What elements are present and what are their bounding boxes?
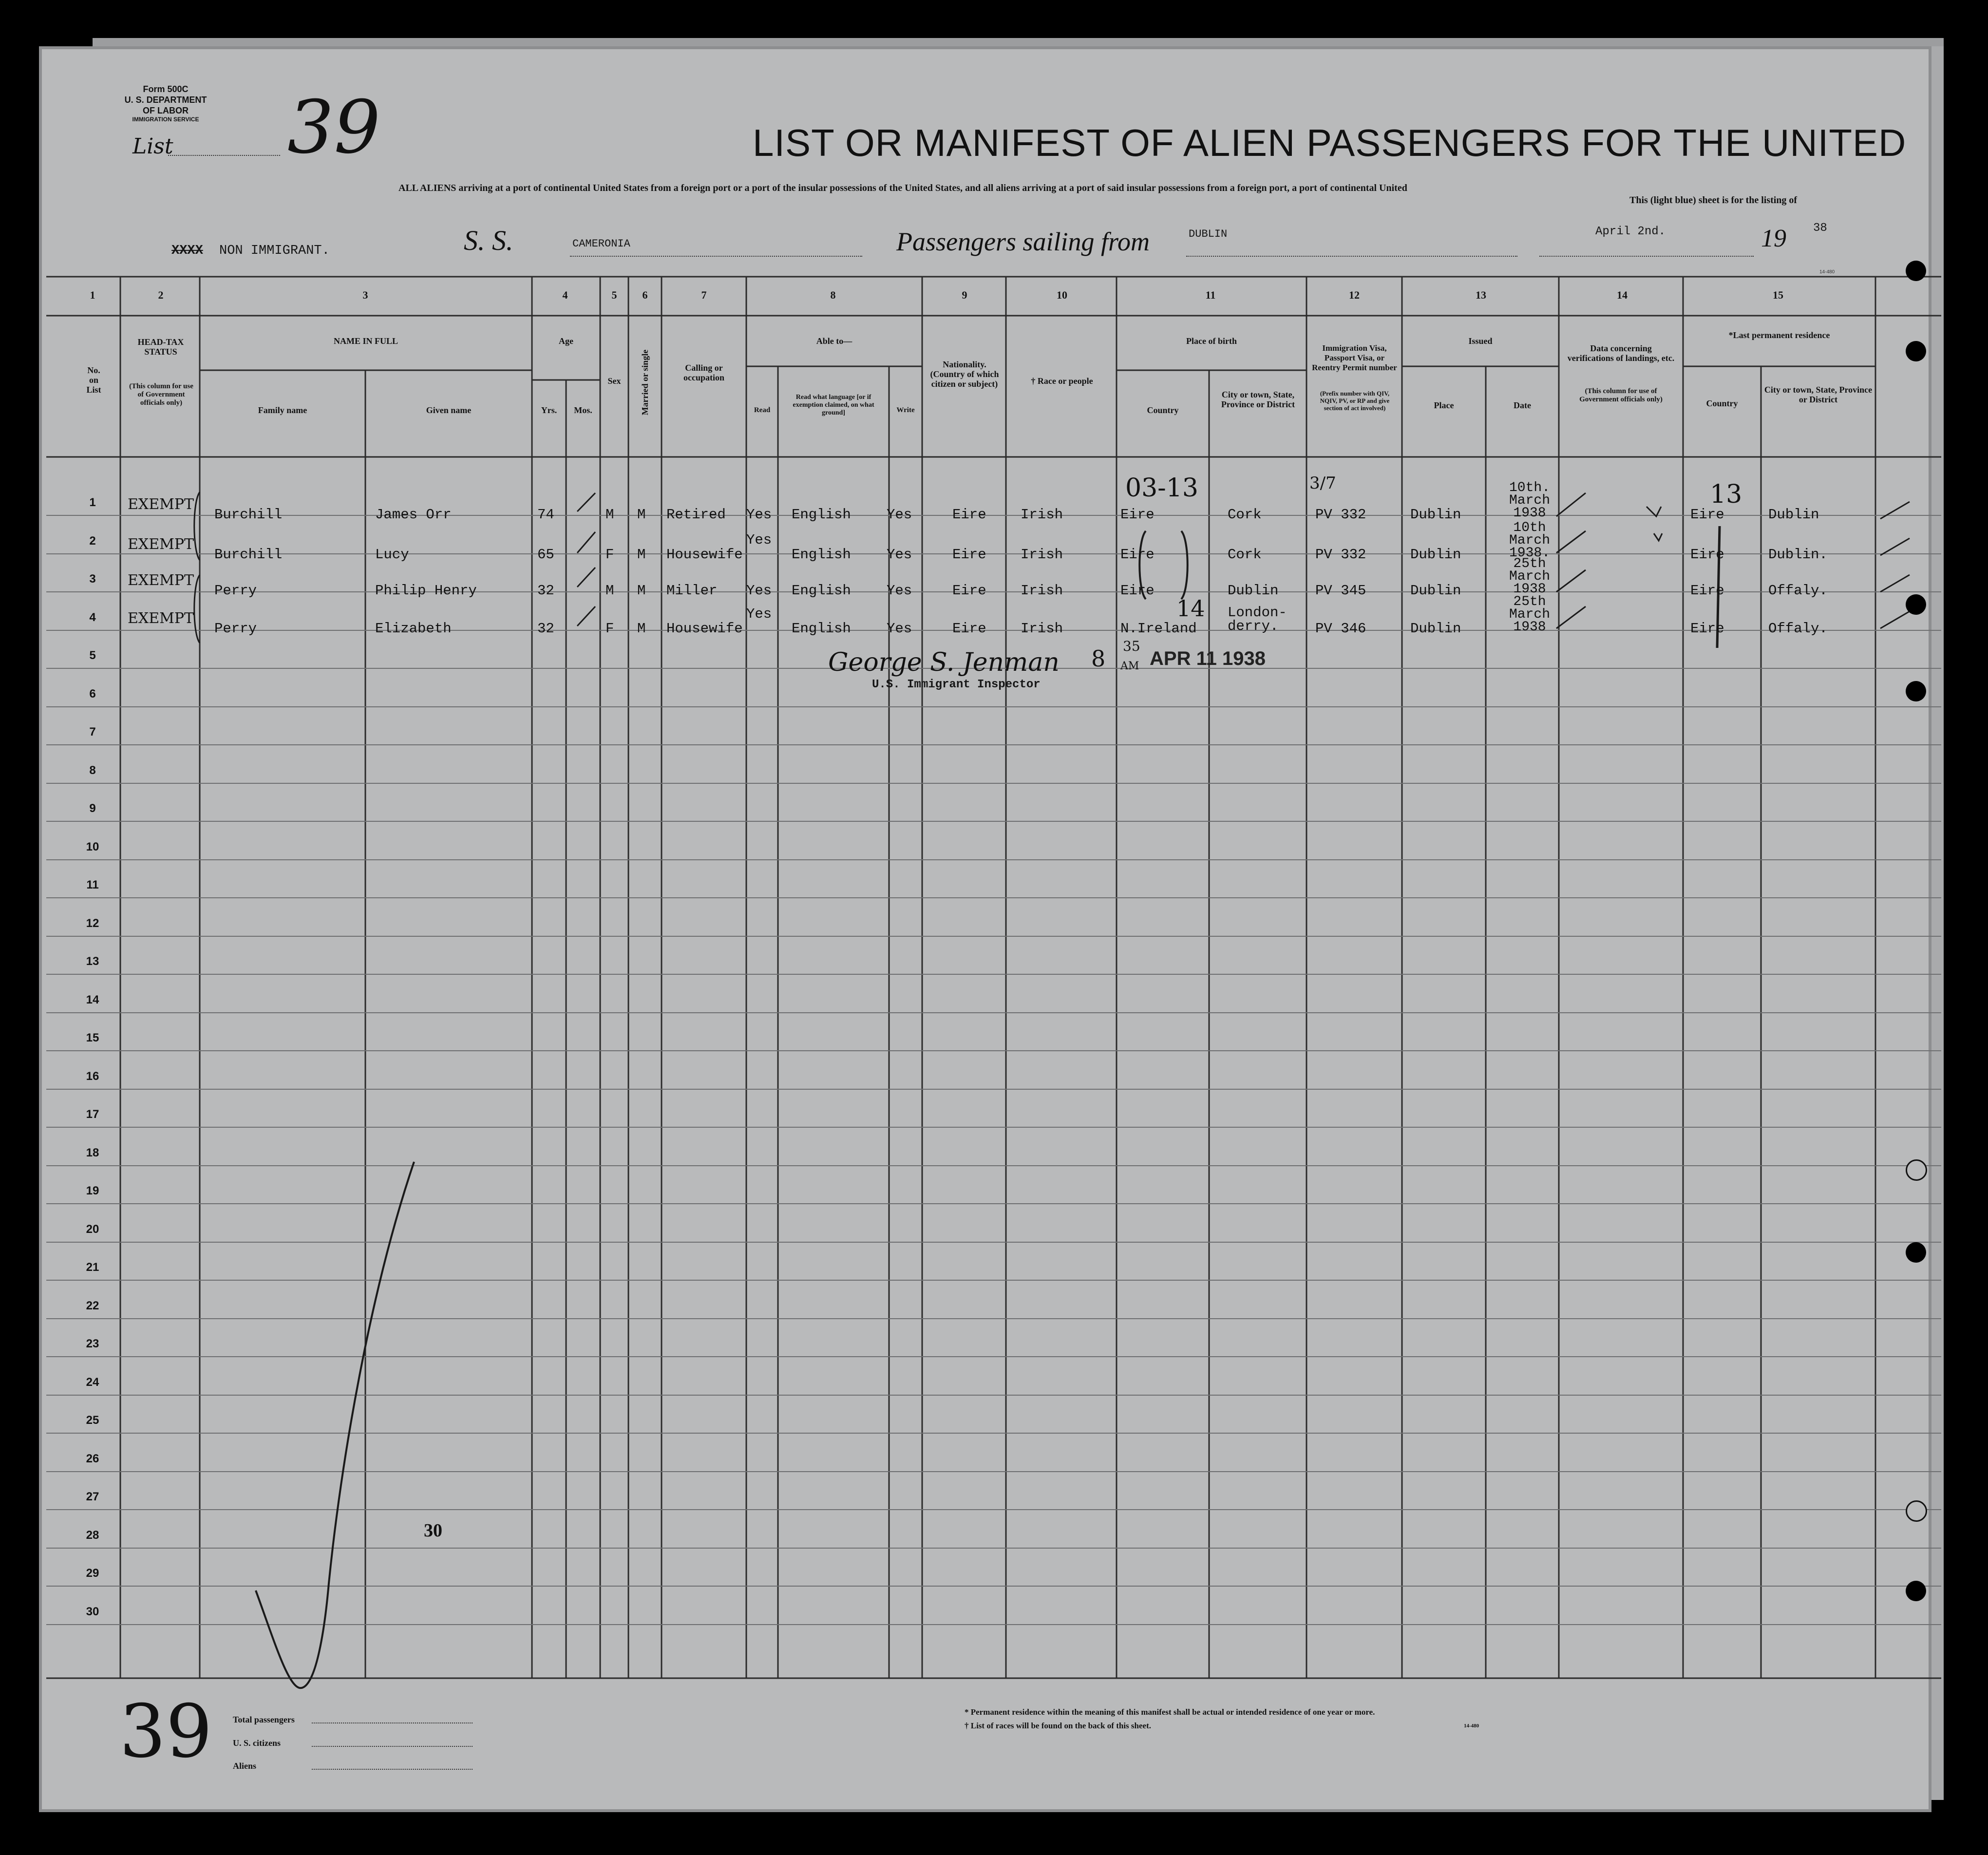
row-number: 4	[89, 610, 96, 624]
occupation: Housewife	[666, 547, 743, 563]
list-label: List	[133, 134, 173, 159]
birth-country: Eire	[1120, 547, 1155, 563]
inspector-title: U.S. Immigrant Inspector	[872, 678, 1041, 691]
read-language: English	[792, 583, 851, 599]
issued-date-month: March	[1509, 569, 1551, 584]
can-write: Yes	[887, 507, 912, 523]
row-number: 9	[89, 802, 96, 815]
hdr-res-country: Country	[1706, 398, 1738, 408]
list-number-handwritten: 39	[119, 1689, 212, 1774]
residence-code-annotation: 13	[1710, 480, 1742, 509]
col-num-3: 3	[362, 289, 368, 301]
hdr-res-city: City or town, State, Province or District	[1764, 385, 1873, 404]
class-struck: XXXX	[171, 244, 203, 258]
row-number: 25	[86, 1414, 99, 1427]
header-form-code: 14-480	[1819, 269, 1835, 275]
residence-city: Dublin	[1768, 507, 1819, 523]
footer-total-passengers: Total passengers	[233, 1715, 295, 1724]
hdr-no-on-list: No. on List	[86, 365, 101, 395]
nationality: Eire	[952, 621, 986, 637]
given-name: Elizabeth	[375, 621, 452, 637]
stamp-minute: 35	[1123, 638, 1140, 654]
residence-city: Dublin.	[1768, 547, 1828, 563]
birth-country: Eire	[1120, 583, 1155, 599]
hdr-given-name: Given name	[426, 405, 472, 415]
year-suffix: 38	[1813, 222, 1827, 235]
nationality: Eire	[952, 547, 986, 563]
occupation: Retired	[666, 507, 726, 523]
head-tax-stamp: EXEMPT	[128, 610, 194, 627]
issued-place: Dublin	[1410, 507, 1461, 523]
stamp-ampm: AM	[1120, 660, 1139, 672]
age-years: 32	[537, 583, 554, 599]
col-num-11: 11	[1205, 289, 1216, 301]
binder-hole	[1906, 341, 1926, 361]
row-number: 13	[86, 955, 99, 968]
row-number: 7	[89, 725, 96, 738]
hdr-head-tax-note: (This column for use of Government officials only)	[129, 382, 193, 407]
hdr-visa-note: (Prefix number with QIV, NQIV, PV, or RP and give section of act involved)	[1320, 390, 1390, 412]
birth-country: N.Ireland	[1120, 621, 1197, 637]
occupation: Miller	[666, 583, 718, 599]
issued-date-year: 1938	[1513, 582, 1546, 597]
visa-annotation: 3/7	[1309, 473, 1336, 493]
age-years: 65	[537, 547, 554, 563]
row-number: 11	[86, 878, 99, 891]
residence-country: Eire	[1690, 507, 1724, 523]
can-read: Yes	[746, 507, 772, 523]
row-number: 22	[86, 1299, 99, 1312]
visa-number: PV 332	[1315, 547, 1366, 563]
head-tax-stamp: EXEMPT	[128, 572, 194, 589]
footer-form-code: 14-480	[1464, 1723, 1479, 1729]
department-name: U. S. DEPARTMENT OF LABOR	[124, 95, 207, 115]
hdr-last-residence: *Last permanent residence	[1728, 330, 1830, 340]
hdr-race: † Race or people	[1031, 376, 1093, 386]
birth-country: Eire	[1120, 507, 1155, 523]
col-num-10: 10	[1057, 289, 1067, 301]
footer-aliens: Aliens	[233, 1761, 257, 1771]
head-tax-stamp: EXEMPT	[128, 536, 194, 553]
binder-hole	[1906, 594, 1926, 615]
hdr-read: Read	[754, 406, 771, 414]
sailing-label: Passengers sailing from	[896, 227, 1150, 256]
read-language: English	[792, 621, 851, 637]
row-number: 12	[86, 916, 99, 930]
sex: M	[606, 583, 614, 599]
age-years: 74	[537, 507, 554, 523]
footer-line-2	[312, 1746, 473, 1747]
read-language: English	[792, 547, 851, 563]
hdr-age: Age	[559, 336, 573, 346]
issued-date-day: 25th	[1513, 594, 1546, 609]
col-num-15: 15	[1773, 289, 1783, 301]
visa-number: PV 346	[1315, 621, 1366, 637]
hdr-age-yrs: Yrs.	[541, 405, 557, 415]
binder-hole	[1906, 681, 1926, 701]
marital-status: M	[637, 621, 646, 637]
sex: M	[606, 507, 614, 523]
can-read: Yes	[746, 606, 772, 622]
sailing-date: April 2nd.	[1595, 225, 1666, 238]
col-num-8: 8	[830, 289, 836, 301]
given-name: James Orr	[375, 507, 452, 523]
issued-date-year: 1938	[1513, 506, 1546, 521]
row-number: 18	[86, 1146, 99, 1159]
footer-note-residence: * Permanent residence within the meaning of this manifest shall be actual or intended residence of one year or more.	[965, 1707, 1375, 1717]
issued-date-day: 25th	[1513, 556, 1546, 571]
row-number: 28	[86, 1528, 99, 1542]
hdr-married: Married or single	[640, 349, 650, 416]
manifest-subtitle-2: This (light blue) sheet is for the listing of	[1629, 195, 1798, 206]
family-name: Perry	[214, 621, 257, 637]
row-number: 15	[86, 1031, 99, 1044]
issued-place: Dublin	[1410, 621, 1461, 637]
hdr-issued-date: Date	[1514, 400, 1531, 410]
row-number: 2	[89, 534, 96, 548]
footer-us-citizens: U. S. citizens	[233, 1738, 281, 1748]
manifest-subtitle-1: ALL ALIENS arriving at a port of continental United States from a foreign port or a port of the insular possessions of the United States, and all aliens arriving at a port of said insular possessions from a foreign port, a port of continental United	[398, 183, 1407, 193]
race: Irish	[1021, 583, 1063, 599]
hdr-calling: Calling or occupation	[683, 363, 724, 382]
hdr-age-mos: Mos.	[574, 405, 592, 415]
year-prefix: 19	[1761, 225, 1786, 252]
can-write: Yes	[887, 621, 912, 637]
issued-place: Dublin	[1410, 583, 1461, 599]
row-number: 10	[86, 840, 99, 853]
birth-code-annotation: 03-13	[1125, 473, 1198, 503]
hdr-verifications-note: (This column for use of Government officials only)	[1579, 387, 1663, 403]
hdr-birth-city: City or town, State, Province or District	[1221, 390, 1295, 409]
age-years: 32	[537, 621, 554, 637]
ss-label: S. S.	[464, 225, 513, 256]
row-number: 16	[86, 1069, 99, 1083]
col-num-1: 1	[90, 289, 95, 301]
manifest-title: LIST OR MANIFEST OF ALIEN PASSENGERS FOR THE UNITED	[753, 121, 1907, 164]
issued-date-month: March	[1509, 607, 1551, 622]
residence-city: Offaly.	[1768, 621, 1828, 637]
nationality: Eire	[952, 583, 986, 599]
stamp-hour: 8	[1091, 645, 1106, 672]
list-number: 39	[287, 85, 380, 170]
binder-hole	[1906, 261, 1926, 281]
col-num-9: 9	[962, 289, 967, 301]
residence-country: Eire	[1690, 547, 1724, 563]
row-number: 29	[86, 1567, 99, 1580]
page-number: 30	[424, 1520, 442, 1541]
issued-date-year: 1938	[1513, 620, 1546, 635]
sailing-port: DUBLIN	[1189, 228, 1228, 240]
footer-note-races: † List of races will be found on the back of this sheet.	[965, 1721, 1151, 1730]
row-number: 3	[89, 572, 96, 586]
race: Irish	[1021, 621, 1063, 637]
can-read: Yes	[746, 532, 772, 548]
date-stamp: APR 11 1938	[1150, 648, 1266, 669]
issued-date-month: March	[1509, 533, 1551, 548]
footer-line-3	[312, 1769, 473, 1770]
hdr-visa: Immigration Visa, Passport Visa, or Reentry Permit number	[1312, 343, 1397, 372]
row-number: 8	[89, 763, 96, 777]
col-num-4: 4	[562, 289, 568, 301]
family-name: Burchill	[214, 507, 283, 523]
marital-status: M	[637, 583, 646, 599]
row-number: 19	[86, 1184, 99, 1197]
visa-number: PV 332	[1315, 507, 1366, 523]
can-write: Yes	[887, 583, 912, 599]
issued-date-day: 10th	[1513, 520, 1546, 535]
birth-city: Cork	[1228, 507, 1262, 523]
binder-hole	[1906, 1581, 1926, 1601]
race: Irish	[1021, 507, 1063, 523]
issued-date-year: 1938.	[1509, 546, 1551, 561]
hdr-family-name: Family name	[258, 405, 307, 415]
hdr-verifications: Data concerning verifications of landings, etc.	[1567, 343, 1675, 363]
passenger-class: NON IMMIGRANT.	[219, 244, 330, 258]
read-language: English	[792, 507, 851, 523]
hdr-nationality: Nationality. (Country of which citizen or subject)	[930, 360, 999, 389]
binder-hole	[1906, 1242, 1926, 1263]
col-num-14: 14	[1617, 289, 1628, 301]
race: Irish	[1021, 547, 1063, 563]
marital-status: M	[637, 547, 646, 563]
service-name: IMMIGRATION SERVICE	[132, 116, 199, 123]
col-num-5: 5	[611, 289, 617, 301]
hdr-place-of-birth: Place of birth	[1186, 336, 1237, 346]
birth-city: Dublin	[1228, 583, 1279, 599]
residence-city: Offaly.	[1768, 583, 1828, 599]
issued-place: Dublin	[1410, 547, 1461, 563]
family-name: Perry	[214, 583, 257, 599]
issued-date-month: March	[1509, 493, 1551, 508]
hdr-sex: Sex	[607, 376, 621, 386]
issued-date-day: 10th.	[1509, 480, 1551, 495]
binder-hole	[1906, 1500, 1927, 1522]
row-number: 27	[86, 1490, 99, 1503]
birth-code-annotation-2: 14	[1176, 595, 1205, 622]
col-num-13: 13	[1476, 289, 1486, 301]
hdr-read-language: Read what language [or if exemption claimed, on what ground]	[793, 394, 874, 416]
head-tax-stamp: EXEMPT	[128, 496, 194, 513]
row-number: 26	[86, 1452, 99, 1465]
hdr-birth-country: Country	[1147, 405, 1179, 415]
given-name: Philip Henry	[375, 583, 477, 599]
hdr-write: Write	[896, 406, 915, 414]
given-name: Lucy	[375, 547, 409, 563]
row-number: 1	[89, 496, 96, 509]
visa-number: PV 345	[1315, 583, 1366, 599]
footer-line-1	[312, 1722, 473, 1723]
marital-status: M	[637, 507, 646, 523]
family-name: Burchill	[214, 547, 283, 563]
row-number: 17	[86, 1108, 99, 1121]
can-write: Yes	[887, 547, 912, 563]
row-number: 20	[86, 1222, 99, 1236]
ship-name: CAMERONIA	[572, 238, 630, 250]
row-number: 6	[89, 687, 96, 700]
col-num-6: 6	[642, 289, 648, 301]
residence-country: Eire	[1690, 583, 1724, 599]
row-number: 5	[89, 649, 96, 662]
binder-hole	[1906, 1159, 1927, 1181]
col-num-7: 7	[701, 289, 707, 301]
hdr-head-tax: HEAD-TAX STATUS	[137, 337, 184, 357]
row-number: 23	[86, 1337, 99, 1350]
hdr-name-in-full: NAME IN FULL	[333, 336, 398, 346]
sex: F	[606, 547, 614, 563]
col-num-12: 12	[1349, 289, 1360, 301]
birth-city: London- derry.	[1228, 605, 1287, 634]
row-number: 30	[86, 1605, 99, 1618]
inspector-signature: George S. Jenman	[828, 648, 1060, 677]
hdr-issued-place: Place	[1434, 400, 1454, 410]
hdr-able-to: Able to—	[816, 336, 852, 346]
sex: F	[606, 621, 614, 637]
row-number: 14	[86, 993, 99, 1006]
can-read: Yes	[746, 583, 772, 599]
col-num-2: 2	[158, 289, 164, 301]
nationality: Eire	[952, 507, 986, 523]
occupation: Housewife	[666, 621, 743, 637]
row-number: 21	[86, 1261, 99, 1274]
hdr-issued: Issued	[1468, 336, 1493, 346]
row-number: 24	[86, 1375, 99, 1389]
birth-city: Cork	[1228, 547, 1262, 563]
form-number: Form 500C	[143, 84, 189, 94]
residence-country: Eire	[1690, 621, 1724, 637]
